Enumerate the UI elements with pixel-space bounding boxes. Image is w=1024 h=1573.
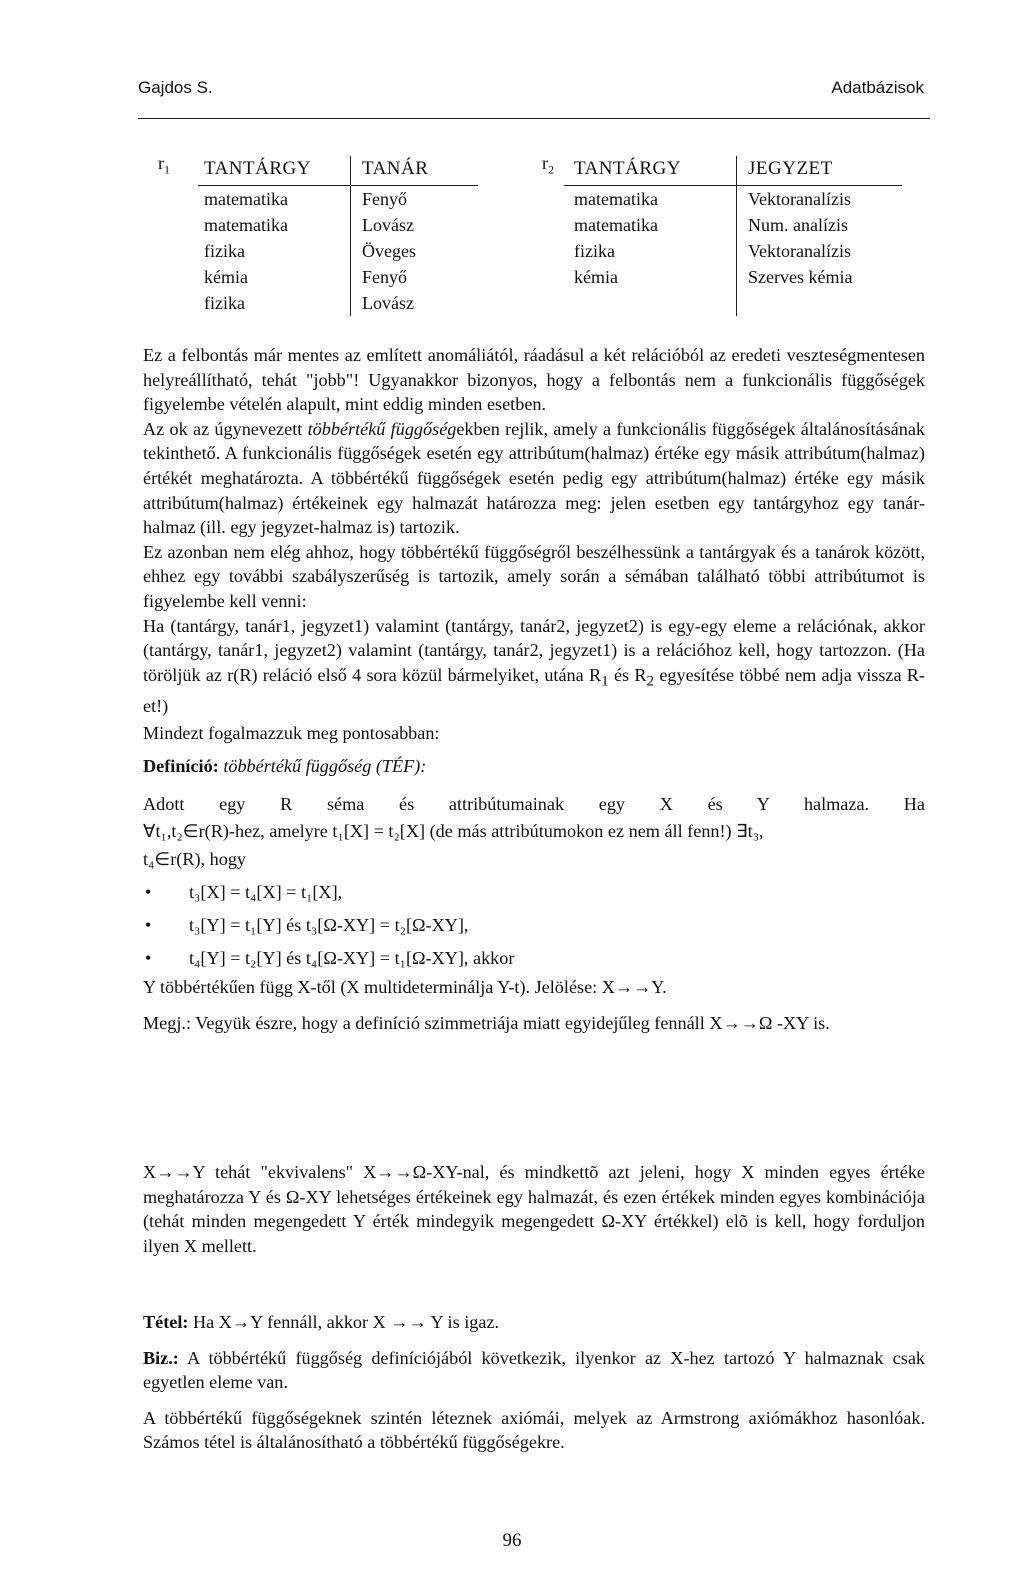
list-item: • t₃[Y] = t₁[Y] és t₃[Ω-XY] = t₂[Ω-XY], — [143, 909, 925, 942]
body-text-main — [143, 343, 925, 1036]
paragraph-mvd-intro-start: Az ok az úgynevezett — [143, 418, 308, 439]
relation-r1-name — [158, 150, 170, 183]
paragraph-example-rule-a: Ha (tantárgy, tanár1, jegyzet1) valamint (tantárgy, tanár2, jegyzet2) is egy-egy eleme a relációnak, akkor (tantárgy, tanár1, jegyzet2) valamint (tantárgy, tanár2, jegyzet1) is a relációhoz kell, hogy tartozzon. (Ha töröljük az r(R) reláció első 4 sora közül bármelyiket, utána R — [143, 615, 925, 685]
paragraph-axioms: A többértékű függőségeknek szintén léteznek axiómái, melyek az Armstrong axiómákhoz hasonlóak. Számos tétel is általánosítható a többértékű függőségekre. — [143, 1407, 925, 1453]
relation-r1-cell: Fenyő — [362, 189, 407, 209]
paragraph-mvd-intro-rest: ekben rejlik, amely a funkcionális függőségek általánosításának tekinthető. A funkcionális függőségek esetén egy attribútum(halmaz) értéke egy másik attribútum(halmaz) értékét meghatározta. A többértékű függőségek esetén pedig egy attribútum(halmaz) értéke egy másik attribútum(halmaz) értékeinek egy halmazát határozza meg: jelen esetben egy tantárgyhoz egy tanár-halmaz (ill. egy jegyzet-halmaz is) tartozik. — [143, 418, 925, 538]
proof-label: Biz.: — [143, 1347, 179, 1368]
relation-r2-cell: Num. analízis — [748, 215, 848, 235]
term-multivalued-dependency: többértékű függőség — [307, 418, 457, 439]
relation-r2-cell: fizika — [574, 241, 615, 261]
relation-r2-name — [542, 150, 554, 183]
relation-r1-col-subject — [204, 156, 311, 316]
relation-r2-subscript: 2 — [548, 162, 554, 177]
definition-conclusion: Y többértékűen függ X-től (X multideterminálja Y-t). Jelölése: X→→Y. — [143, 976, 667, 997]
relation-r1-header-teacher: TANÁR — [362, 158, 429, 179]
body-text-lower — [143, 1160, 925, 1258]
subscript-1: 1 — [601, 672, 609, 690]
theorem-label: Tétel: — [143, 1312, 189, 1332]
relation-r2-cell: matematika — [574, 189, 658, 209]
definition-heading — [143, 754, 925, 779]
relation-r2-cell: matematika — [574, 215, 658, 235]
paragraph-formalize: Mindezt fogalmazzuk meg pontosabban: — [143, 722, 440, 743]
paragraph-decomposition: Ez a felbontás már mentes az említett anomáliától, ráadásul a két relációból az eredeti veszteségmentesen helyreállítható, tehát "jobb"! Ugyanakkor bizonyos, hogy a felbontás nem a funkcionális függőségek figyelembe vételén alapult, mint eddig minden esetben. — [143, 345, 925, 415]
paragraph-example-rule — [143, 614, 925, 719]
relation-r2-header-notes: JEGYZET — [748, 158, 833, 179]
relation-r1-cell: fizika — [204, 241, 245, 261]
definition-label: Definíció: — [143, 756, 219, 777]
relation-r1-subscript: 1 — [164, 162, 170, 177]
relation-r2-cell: kémia — [574, 267, 618, 287]
relation-r2-header-subject: TANTÁRGY — [574, 158, 681, 179]
relation-r2-cell: Vektoranalízis — [748, 241, 851, 261]
header-rule — [138, 118, 930, 119]
relation-r2-cell: Szerves kémia — [748, 267, 853, 287]
relation-r1-cell: matematika — [204, 215, 288, 235]
subscript-2: 2 — [646, 672, 655, 690]
running-header-title: Adatbázisok — [831, 78, 924, 97]
paragraph-additional-rule: Ez azonban nem elég ahhoz, hogy többértékű függőségről beszélhessünk a tantárgyak és a tanárok között, ehhez egy további szabályszerűség is tartozik, amely során a sémában található többi attribútumot is figyelembe kell venni: — [143, 541, 925, 611]
running-header-author: Gajdos S. — [138, 78, 213, 97]
relation-r1-column-divider — [350, 156, 351, 316]
relation-r1-cell: matematika — [204, 189, 288, 209]
definition-line-3: t₄∈r(R), hogy — [143, 848, 247, 869]
relation-r1-table — [158, 153, 478, 316]
definition-line-1: Adott egy R séma és attribútumainak egy X és Y halmaza. Ha — [143, 793, 925, 814]
list-item: • t₄[Y] = t₂[Y] és t₄[Ω-XY] = t₁[Ω-XY], akkor — [143, 942, 925, 975]
relation-r2-col-notes — [748, 156, 852, 290]
definition-title: többértékű függőség (TÉF): — [218, 756, 427, 777]
relation-r2-column-divider — [736, 156, 737, 316]
relation-r1-header-subject: TANTÁRGY — [204, 158, 311, 179]
paragraph-example-rule-b: és R — [608, 664, 647, 685]
definition-conditions-list — [143, 876, 925, 975]
proof-paragraph — [143, 1346, 925, 1395]
note-paragraph: Megj.: Vegyük észre, hogy a definíció szimmetriája miatt egyidejűleg fennáll X→→Ω -XY is. — [143, 1013, 830, 1034]
theorem-paragraph — [143, 1310, 925, 1335]
relation-r1-col-teacher — [362, 156, 428, 316]
page-number: 96 — [502, 1530, 522, 1551]
relation-r1-cell: Öveges — [362, 241, 416, 261]
body-text-theorem — [143, 1310, 925, 1455]
theorem-text: Ha X→Y fennáll, akkor X →→ Y is igaz. — [188, 1312, 500, 1332]
relation-r2-col-subject — [574, 156, 681, 290]
definition-line-2: ∀t₁,t₂∈r(R)-hez, amelyre t₁[X] = t₂[X] (de más attribútumokon ez nem áll fenn!) ∃t₃, — [143, 821, 764, 842]
relation-r1-cell: Lovász — [362, 293, 414, 313]
proof-text: A többértékű függőség definíciójából következik, ilyenkor az X-hez tartozó Y halmaznak csak egyetlen eleme van. — [143, 1347, 925, 1393]
relation-r2-cell: Vektoranalízis — [748, 189, 851, 209]
relation-r2-table — [542, 153, 922, 316]
relation-r1-cell: Fenyő — [362, 267, 407, 287]
list-item: • t₃[X] = t₄[X] = t₁[X], — [143, 876, 925, 909]
relation-r1-cell: kémia — [204, 267, 248, 287]
relation-r1-letter: r — [158, 153, 164, 173]
paragraph-example-rule-c: egyesítése többé nem adja vissza R-et!) — [143, 664, 925, 716]
relation-r1-cell: Lovász — [362, 215, 414, 235]
relation-r2-letter: r — [542, 153, 548, 173]
relation-r1-cell: fizika — [204, 293, 245, 313]
paragraph-equivalence: X→→Y tehát "ekvivalens" X→→Ω-XY-nal, és mindkettõ azt jeleni, hogy X minden egyes értéke meghatározza Y és Ω-XY lehetséges értékeinek egy halmazát, és ezen értékek minden egyes kombinációja (tehát minden megengedett Y érték mindegyik megengedett Ω-XY értékkel) elõ is kell, hogy forduljon ilyen X mellett. — [143, 1162, 925, 1256]
paragraph-mvd-intro — [143, 417, 925, 540]
